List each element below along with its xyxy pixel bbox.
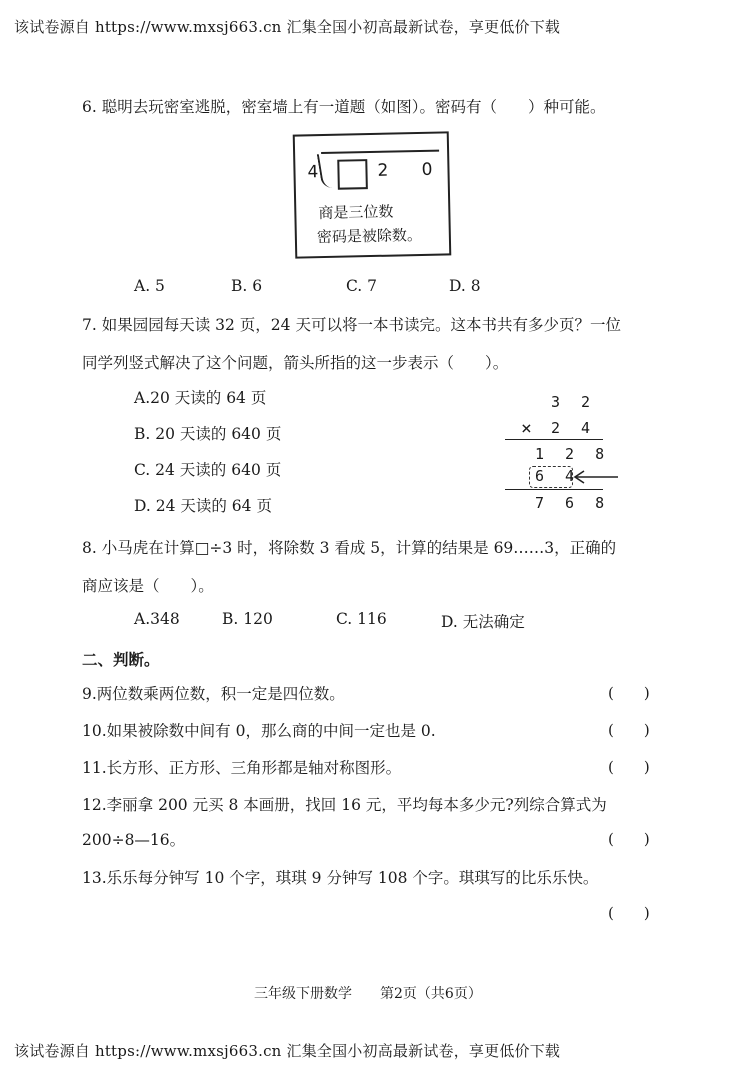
q8-option-d: D. 无法确定 [441, 613, 525, 631]
q7-option-a: A.20 天读的 64 页 [134, 389, 267, 407]
page-footer: 三年级下册数学 第2页（共6页） [254, 986, 482, 1002]
q10-text: 10.如果被除数中间有 0，那么商的中间一定也是 0. [82, 722, 436, 740]
q7-option-d: D. 24 天读的 64 页 [134, 497, 272, 515]
q7-calc-line-2 [505, 489, 603, 490]
q8-option-b: B. 120 [222, 610, 273, 628]
q7-stem-line-2: 同学列竖式解决了这个问题，箭头所指的这一步表示（ ）。 [82, 354, 509, 372]
q13-answer-paren[interactable]: ( ) [608, 904, 650, 922]
q6-figure-blank-box [337, 159, 368, 190]
q10-answer-paren[interactable]: ( ) [608, 721, 650, 739]
q6-figure-note-2: 密码是被除数。 [316, 225, 423, 247]
q7-option-b: B. 20 天读的 640 页 [134, 425, 282, 443]
q7-calc-partial-2: 6 4 [535, 467, 581, 485]
q9-text: 9.两位数乘两位数，积一定是四位数。 [82, 685, 345, 703]
q12-text-line-2: 200÷8—16。 [82, 831, 186, 849]
q6-figure-dividend: 2 0 [377, 159, 447, 181]
q8-stem-line-1: 8. 小马虎在计算□÷3 时，将除数 3 看成 5，计算的结果是 69……3，正确的 [82, 539, 617, 557]
q6-option-c: C. 7 [346, 277, 378, 295]
q6-option-b: B. 6 [231, 277, 263, 295]
q6-figure-divisor: 4 [307, 162, 319, 183]
q12-text-line-1: 12.李丽拿 200 元买 8 本画册，找回 16 元，平均每本多少元?列综合算式为 [82, 796, 607, 814]
q6-option-a: A. 5 [134, 277, 165, 295]
source-banner-top: 该试卷源自 https://www.mxsj663.cn 汇集全国小初高最新试卷，享更低价下载 [14, 18, 561, 36]
q7-calc-result: 7 6 8 [535, 494, 611, 512]
q11-text: 11.长方形、正方形、三角形都是轴对称图形。 [82, 759, 402, 777]
q7-calc-multiplier: 2 4 [551, 419, 597, 437]
q8-option-c: C. 116 [336, 610, 387, 628]
arrow-left-icon [572, 468, 620, 486]
q6-stem: 6. 聪明去玩密室逃脱，密室墙上有一道题（如图）。密码有（ ）种可能。 [82, 98, 606, 116]
source-banner-bottom: 该试卷源自 https://www.mxsj663.cn 汇集全国小初高最新试卷，享更低价下载 [14, 1042, 561, 1060]
q7-calc-line-1 [505, 439, 603, 440]
q7-calc-times-sign: × [521, 418, 538, 439]
q11-answer-paren[interactable]: ( ) [608, 758, 650, 776]
q6-figure [293, 131, 452, 258]
q8-option-a: A.348 [134, 610, 180, 628]
q6-option-d: D. 8 [449, 277, 481, 295]
q13-text: 13.乐乐每分钟写 10 个字，琪琪 9 分钟写 108 个字。琪琪写的比乐乐快。 [82, 869, 599, 887]
q6-figure-note-1: 商是三位数 [318, 202, 394, 223]
q9-answer-paren[interactable]: ( ) [608, 684, 650, 702]
q7-stem-line-1: 7. 如果园园每天读 32 页，24 天可以将一本书读完。这本书共有多少页？一位 [82, 316, 621, 334]
q7-calc-multiplicand: 3 2 [551, 393, 597, 411]
q7-calc-partial-1: 1 2 8 [535, 445, 611, 463]
section-2-title: 二、判断。 [82, 650, 160, 669]
q12-answer-paren[interactable]: ( ) [608, 830, 650, 848]
q8-stem-line-2: 商应该是（ ）。 [82, 577, 214, 595]
q7-option-c: C. 24 天读的 640 页 [134, 461, 282, 479]
